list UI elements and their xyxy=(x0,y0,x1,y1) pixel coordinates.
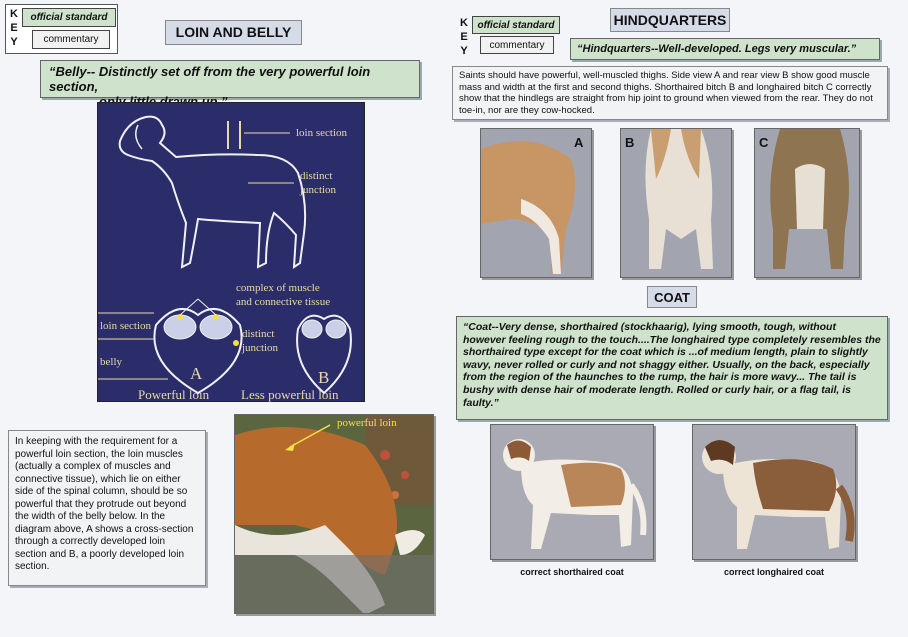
hind-photo-c-art xyxy=(755,129,860,278)
loin-photo-label: powerful loin xyxy=(337,417,397,429)
hind-photo-a-art xyxy=(481,129,592,278)
loin-commentary: In keeping with the requirement for a powerful loin section, the loin muscles (actually a complex of muscles and connective tissue), which lie on either side of the spinal column, should be so powerful that they protrude out beyond the width of the belly below. In the diagram above, A shows a cross-section through a correctly developed loin section and B, a poorly developed loin section. xyxy=(8,430,206,586)
longhaired-photo-art xyxy=(693,425,856,560)
diagram-distinct-label: distinct xyxy=(300,170,333,182)
shorthaired-coat-photo xyxy=(490,424,654,560)
shorthaired-photo-art xyxy=(491,425,654,560)
belly-standard-quote xyxy=(40,60,420,98)
key-legend-right xyxy=(456,14,562,60)
hind-photo-a-label: A xyxy=(574,135,584,150)
key-letter-y-right: Y xyxy=(460,45,468,57)
key-letter-e: E xyxy=(10,22,18,34)
key-letter-k: K xyxy=(10,8,18,20)
key-official-standard-right: official standard xyxy=(472,16,560,34)
diagram-powerful-loin: Powerful loin xyxy=(138,387,210,402)
longhaired-caption: correct longhaired coat xyxy=(723,567,825,577)
diagram-belly-label: belly xyxy=(100,356,122,368)
hind-photo-c-label: C xyxy=(759,135,769,150)
diagram-label-a: A xyxy=(190,364,203,383)
diagram-label-b: B xyxy=(318,368,330,387)
loin-diagram-drawing xyxy=(98,103,366,403)
loin-belly-title: LOIN AND BELLY xyxy=(165,20,302,45)
hind-photo-c xyxy=(754,128,860,278)
key-letter-k-right: K xyxy=(460,17,468,29)
coat-standard-quote: “Coat--Very dense, shorthaired (stockhaarig), lying smooth, tough, without however feeling rough to the touch....The longhaired type completely resembles the shorthaired type except for the coat which is ...of medium length, plain to slightly wavy, never rolled or curly and not shaggy either. Usually, on the back, especially from the region of the haunches to the rump, the hair is more wavy... The tail is bushy with dense hair of moderate length. Rolled or curly hair, or a flag tail, is faulty.” xyxy=(456,316,888,420)
diagram-less-powerful-loin: Less powerful loin xyxy=(241,387,339,402)
hindquarters-title: HINDQUARTERS xyxy=(610,8,730,32)
diagram-junction-label-2: junction xyxy=(242,342,279,354)
loin-photo-art xyxy=(235,415,434,614)
diagram-loin-section-label: loin section xyxy=(296,127,348,139)
key-letter-e-right: E xyxy=(460,31,468,43)
diagram-complex-label-1: complex of muscle xyxy=(236,282,320,294)
shorthaired-caption: correct shorthaired coat xyxy=(520,567,624,577)
loin-diagram xyxy=(97,102,365,402)
belly-standard-line1: “Belly-- Distinctly set off from the very powerful loin section, xyxy=(49,64,371,94)
hind-photo-a xyxy=(480,128,592,278)
hind-photo-b xyxy=(620,128,732,278)
key-letter-y: Y xyxy=(10,36,18,48)
diagram-loin-section-left: loin section xyxy=(100,320,152,332)
coat-title: COAT xyxy=(647,286,697,308)
diagram-junction-label: junction xyxy=(300,184,337,196)
hindquarters-standard-quote: “Hindquarters--Well-developed. Legs very muscular.” xyxy=(570,38,880,60)
longhaired-coat-photo xyxy=(692,424,856,560)
dog-outline-figure xyxy=(120,117,305,267)
diagram-distinct-label-2: distinct xyxy=(242,328,275,340)
hindquarters-commentary: Saints should have powerful, well-muscled thighs. Side view A and rear view B show good muscle mass and width at the first and second thighs. Shorthaired bitch B and longhaired bitch C correctly show that the hindlegs are straight from hip joint to ground when viewed from the rear. They do not toe-in, nor are they cow-hocked. xyxy=(452,66,888,120)
hind-photo-b-art xyxy=(621,129,732,278)
powerful-loin-photo xyxy=(234,414,434,614)
diagram-complex-label-2: and connective tissue xyxy=(236,296,331,308)
key-commentary-right: commentary xyxy=(480,36,554,54)
key-legend-left xyxy=(5,4,118,54)
hind-photo-b-label: B xyxy=(625,135,635,150)
key-official-standard: official standard xyxy=(22,8,116,27)
key-commentary: commentary xyxy=(32,30,110,49)
